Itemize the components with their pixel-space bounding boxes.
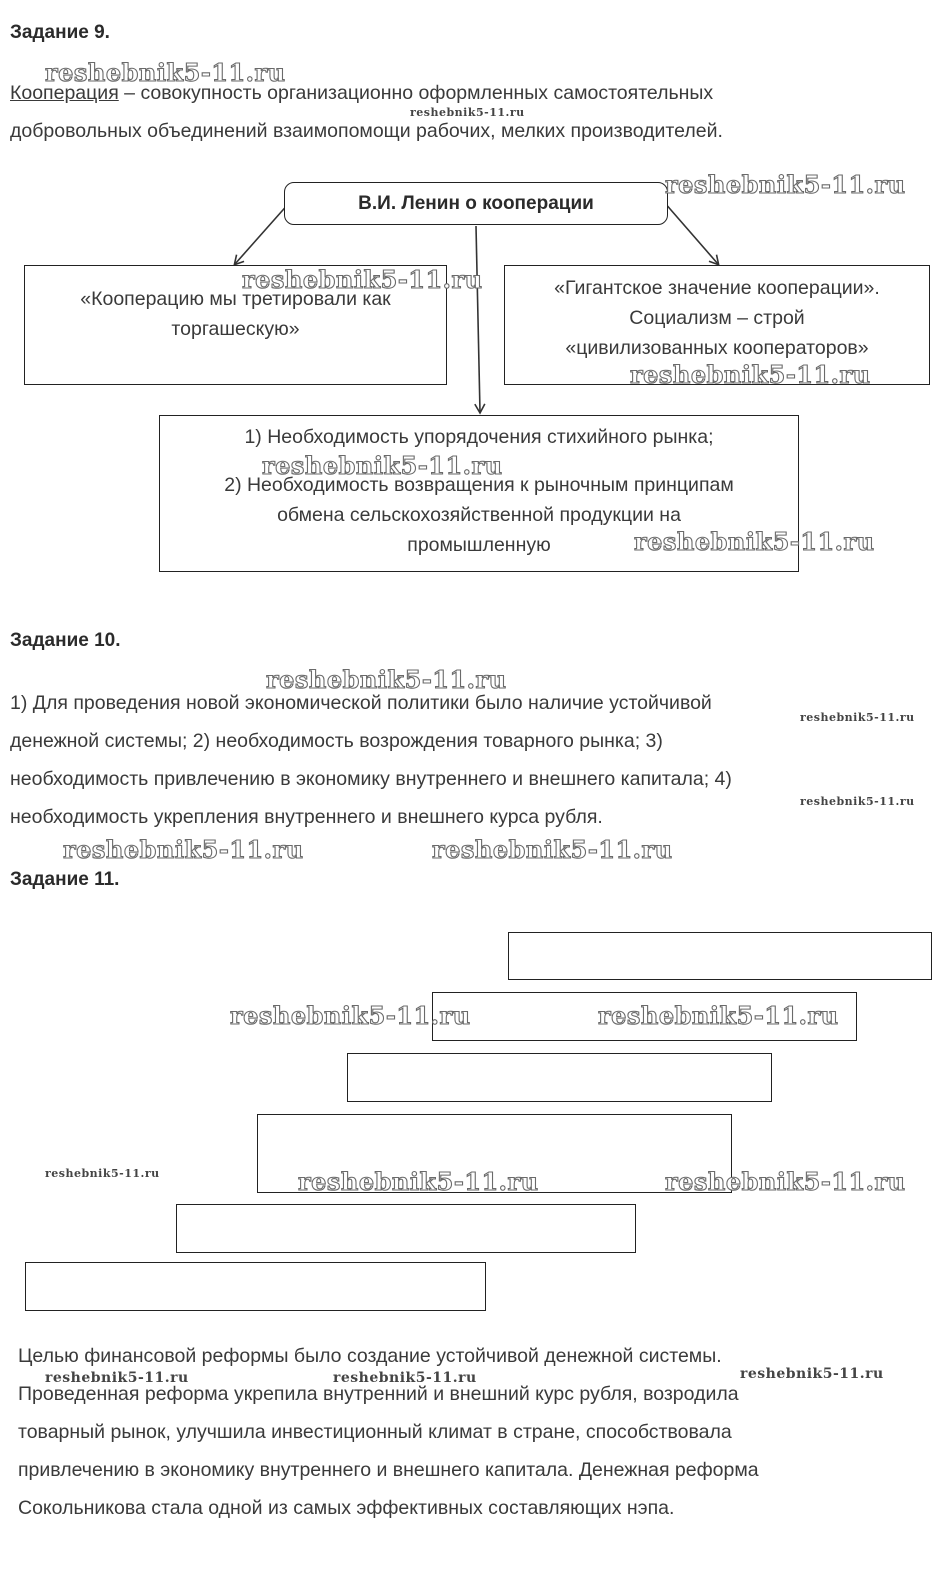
- task10-heading: Задание 10.: [10, 630, 121, 651]
- staircase-box-5: [176, 1204, 636, 1253]
- right-box-line: «цивилизованных кооператоров»: [565, 337, 869, 359]
- bottom-box-line: 1) Необходимость упорядочения стихийного рынка;: [244, 426, 714, 448]
- staircase-box-3: [347, 1053, 772, 1102]
- task10-line: необходимость укрепления внутреннего и внешнего курса рубля.: [10, 806, 603, 828]
- task10-line: 1) Для проведения новой экономической политики было наличие устойчивой: [10, 692, 712, 714]
- task11-heading: Задание 11.: [10, 869, 120, 890]
- watermark: reshebnik5-11.ru: [800, 711, 915, 724]
- arrow-to-right-box: [664, 202, 718, 264]
- watermark: reshebnik5-11.ru: [432, 835, 673, 864]
- staircase-box-6: [25, 1262, 486, 1311]
- conclusion-line: Сокольникова стала одной из самых эффективных составляющих нэпа.: [18, 1497, 675, 1519]
- watermark: reshebnik5-11.ru: [740, 1366, 884, 1382]
- task10-answer: [10, 684, 732, 836]
- watermark: reshebnik5-11.ru: [45, 1167, 160, 1180]
- watermark: reshebnik5-11.ru: [45, 1370, 189, 1386]
- watermark: reshebnik5-11.ru: [800, 795, 915, 808]
- diagram-title-box: В.И. Ленин о кооперации: [284, 182, 668, 225]
- watermark: reshebnik5-11.ru: [298, 1167, 539, 1196]
- watermark: reshebnik5-11.ru: [665, 1167, 906, 1196]
- watermark: reshebnik5-11.ru: [230, 1001, 471, 1030]
- definition-line1: – совокупность организационно оформленных самостоятельных: [118, 82, 714, 104]
- watermark: reshebnik5-11.ru: [630, 360, 871, 389]
- task10-line: необходимость привлечению в экономику внутреннего и внешнего капитала; 4): [10, 768, 732, 790]
- arrow-to-bottom-box: [476, 226, 480, 412]
- term-cooperation: Кооперация: [10, 82, 119, 104]
- bottom-box-line: промышленную: [407, 534, 551, 556]
- watermark: reshebnik5-11.ru: [634, 527, 875, 556]
- left-box-line: торгашескую»: [171, 318, 300, 340]
- watermark: reshebnik5-11.ru: [333, 1370, 477, 1386]
- conclusion-line: Целью финансовой реформы было создание устойчивой денежной системы.: [18, 1345, 722, 1367]
- task11-conclusion: [18, 1337, 759, 1527]
- watermark: reshebnik5-11.ru: [63, 835, 304, 864]
- arrow-to-left-box: [235, 202, 290, 264]
- bottom-box-line: обмена сельскохозяйственной продукции на: [277, 504, 681, 526]
- left-box-line: «Кооперацию мы третировали как: [80, 288, 391, 310]
- watermark: reshebnik5-11.ru: [410, 106, 525, 119]
- right-box-line: «Гигантское значение кооперации».: [554, 277, 880, 299]
- watermark: reshebnik5-11.ru: [598, 1001, 839, 1030]
- definition-line2: добровольных объединений взаимопомощи рабочих, мелких производителей.: [10, 120, 723, 142]
- conclusion-line: Проведенная реформа укрепила внутренний и внешний курс рубля, возродила: [18, 1383, 739, 1405]
- watermark: reshebnik5-11.ru: [45, 58, 286, 87]
- conclusion-line: товарный рынок, улучшила инвестиционный климат в стране, способствовала: [18, 1421, 732, 1443]
- task10-line: денежной системы; 2) необходимость возрождения товарного рынка; 3): [10, 730, 663, 752]
- watermark: reshebnik5-11.ru: [665, 170, 906, 199]
- watermark: reshebnik5-11.ru: [266, 665, 507, 694]
- conclusion-line: привлечению в экономику внутреннего и внешнего капитала. Денежная реформа: [18, 1459, 759, 1481]
- staircase-box-1: [508, 932, 932, 980]
- task9-heading: Задание 9.: [10, 22, 110, 43]
- watermark: reshebnik5-11.ru: [262, 451, 503, 480]
- bottom-box-line: 2) Необходимость возвращения к рыночным принципам: [224, 474, 734, 496]
- right-box-line: Социализм – строй: [629, 307, 805, 329]
- watermark: reshebnik5-11.ru: [242, 265, 483, 294]
